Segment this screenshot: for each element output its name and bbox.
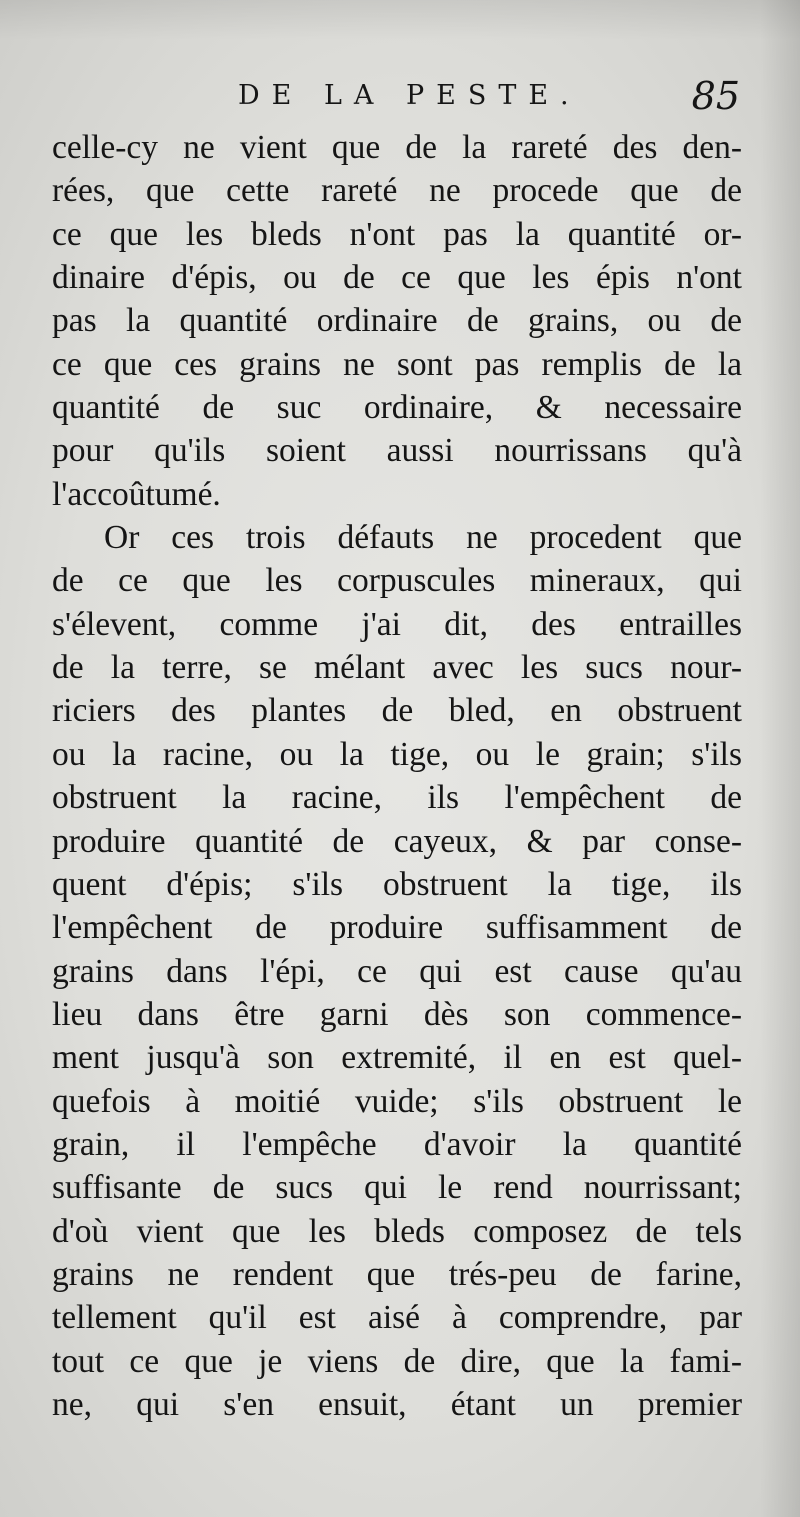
text-line: pour qu'ils soient aussi nourrissans qu'à [52,432,742,470]
text-line: de la terre, se mélant avec les sucs nour- [52,649,742,687]
text-line: riciers des plantes de bled, en obstruent [52,692,742,730]
text-line: grains ne rendent que trés-peu de farine, [52,1255,742,1293]
text-line: tout ce que je viens de dire, que la fami- [52,1342,742,1380]
text-line: grains dans l'épi, ce qui est cause qu'au [52,952,742,990]
page-top-shadow [0,0,800,40]
text-line: d'où vient que les bleds composez de tels [52,1212,742,1250]
body-text [52,126,742,1426]
page-gutter-shadow [760,0,800,1517]
text-line: tellement qu'il est aisé à comprendre, par [52,1299,742,1337]
text-line: obstruent la racine, ils l'empêchent de [52,779,742,817]
text-line: grain, il l'empêche d'avoir la quantité [52,1125,742,1163]
text-line: ce que les bleds n'ont pas la quantité or- [52,215,742,253]
text-line: dinaire d'épis, ou de ce que les épis n'ont [52,259,742,297]
text-line: ne, qui s'en ensuit, étant un premier [52,1385,742,1423]
text-line: lieu dans être garni dès son commence- [52,995,742,1033]
text-line: suffisante de sucs qui le rend nourrissant; [52,1169,742,1207]
text-line: ment jusqu'à son extremité, il en est quel- [52,1039,742,1077]
running-head [60,76,740,116]
page-number: 85 [691,74,740,118]
text-line: quantité de suc ordinaire, & necessaire [52,389,742,427]
text-line: ou la racine, ou la tige, ou le grain; s'ils [52,735,742,773]
text-line-paragraph-start: Or ces trois défauts ne procedent que [104,519,742,557]
text-line: ce que ces grains ne sont pas remplis de la [52,345,742,383]
text-line: l'empêchent de produire suffisamment de [52,909,742,947]
text-line: produire quantité de cayeux, & par conse- [52,822,742,860]
text-line: quefois à moitié vuide; s'ils obstruent le [52,1082,742,1120]
text-line: quent d'épis; s'ils obstruent la tige, ils [52,865,742,903]
text-line: s'élevent, comme j'ai dit, des entrailles [52,605,742,643]
text-line-paragraph-end: l'accoûtumé. [52,475,221,513]
text-line: celle-cy ne vient que de la rareté des den- [52,129,742,166]
text-line: rées, que cette rareté ne procede que de [52,172,742,210]
text-line: pas la quantité ordinaire de grains, ou de [52,302,742,340]
running-title: DE LA PESTE. [238,80,581,111]
text-line: de ce que les corpuscules mineraux, qui [52,562,742,600]
